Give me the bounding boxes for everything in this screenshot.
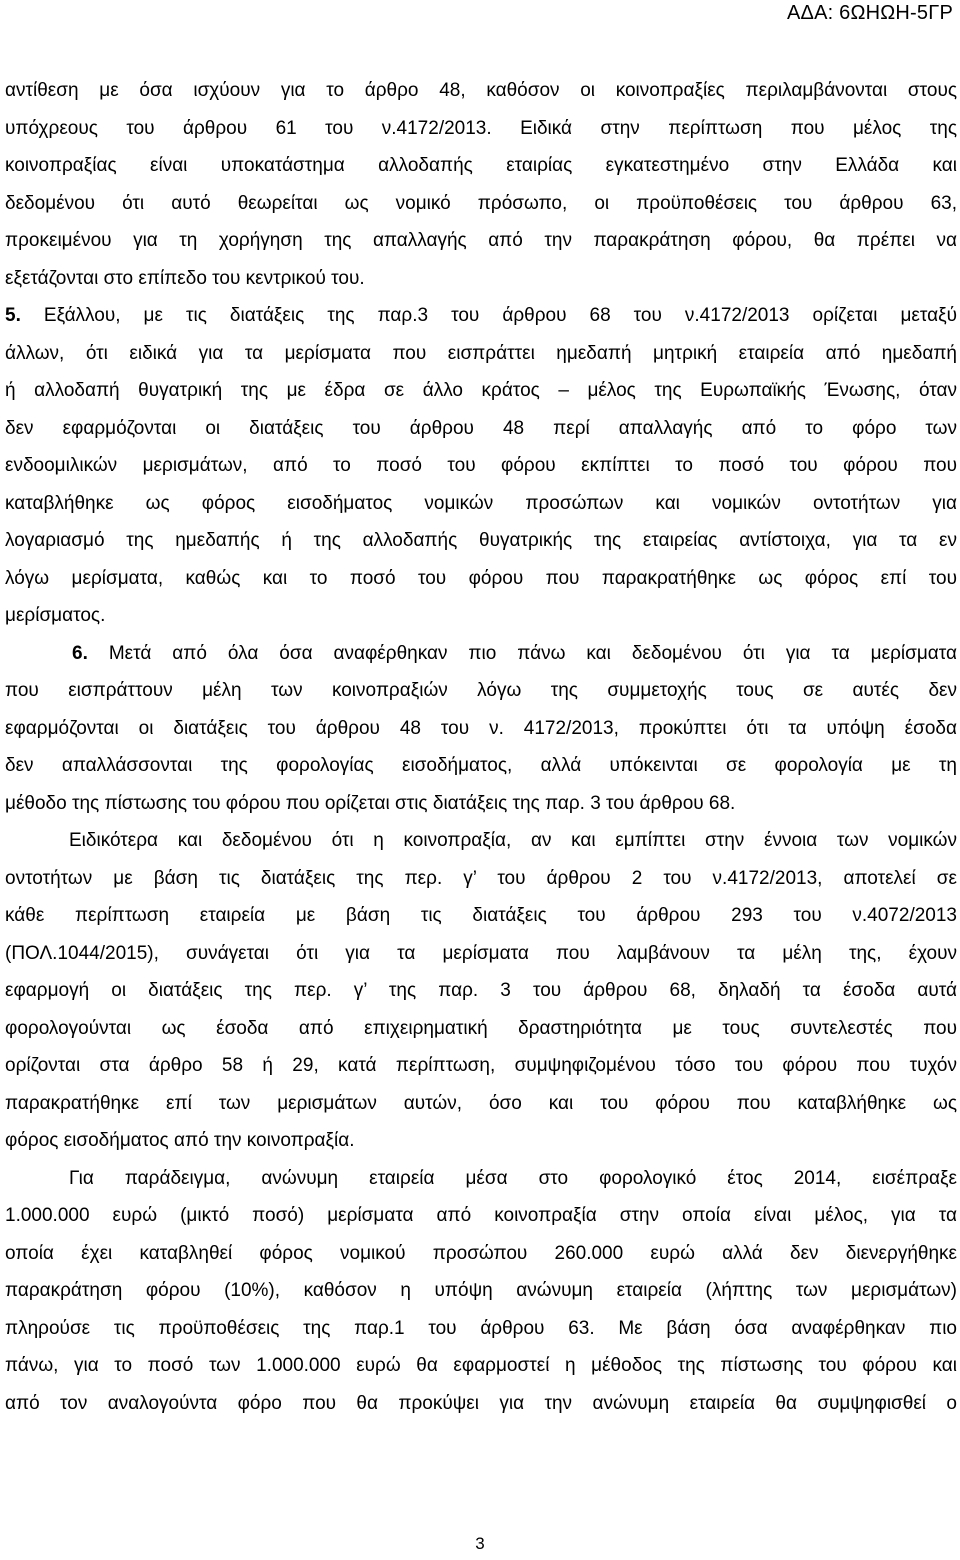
text-line: καταβλήθηκε ως φόρος εισοδήματος νομικών προσώπων και νομικών οντοτήτων για bbox=[5, 492, 957, 514]
text-line: υπόχρεους του άρθρου 61 του ν.4172/2013. Ειδικά στην περίπτωση που μέλος της bbox=[5, 117, 957, 139]
text-line: φόρος εισοδήματος από την κοινοπραξία. bbox=[5, 1130, 355, 1151]
ada-code: ΑΔΑ: 6ΩΗΩΗ-5ΓΡ bbox=[786, 2, 953, 24]
item-6-first-line bbox=[5, 635, 957, 673]
text-line: πληρούσε τις προϋποθέσεις της παρ.1 του άρθρου 63. Με βάση όσα αναφέρθηκαν πιο bbox=[5, 1317, 957, 1339]
text-line: (ΠΟΛ.1044/2015), συνάγεται ότι για τα μερίσματα που λαμβάνουν τα μέλη της, έχουν bbox=[5, 942, 957, 964]
text-line: προκειμένου για τη χορήγηση της απαλλαγής από την παρακράτηση φόρου, θα πρέπει να bbox=[5, 230, 957, 251]
text-line: δεν απαλλάσσονται της φορολογίας εισοδήματος, αλλά υπόκεινται σε φορολογία με τη bbox=[5, 755, 957, 776]
item-text: Μετά από όλα όσα αναφέρθηκαν πιο πάνω και δεδομένου ότι για τα μερίσματα bbox=[108, 642, 958, 664]
item-number: 5. bbox=[5, 305, 21, 326]
page-number: 3 bbox=[475, 1534, 485, 1553]
document-body bbox=[5, 72, 957, 1422]
paragraph-first-line: Για παράδειγμα, ανώνυμη εταιρεία μέσα στο φορολογικό έτος 2014, εισέπραξε bbox=[69, 1167, 957, 1189]
text-line: παρακράτηση φόρου (10%), καθόσον η υπόψη ανώνυμη εταιρεία (λήπτης των μερισμάτων) bbox=[5, 1280, 957, 1301]
text-line: δεδομένου ότι αυτό θεωρείται ως νομικό πρόσωπο, οι προϋποθέσεις του άρθρου 63, bbox=[5, 192, 957, 214]
text-line: αντίθεση με όσα ισχύουν για το άρθρο 48, καθόσον οι κοινοπραξίες περιλαμβάνονται στους bbox=[5, 80, 957, 101]
text-line: μέθοδο της πίστωσης του φόρου που ορίζεται στις διατάξεις της παρ. 3 του άρθρου 68. bbox=[5, 792, 736, 814]
text-line: εφαρμογή οι διατάξεις της περ. γ’ της παρ. 3 του άρθρου 68, δηλαδή τα έσοδα αυτά bbox=[5, 980, 957, 1001]
text-line: 1.000.000 ευρώ (μικτό ποσό) μερίσματα από κοινοπραξία στην οποία είναι μέλος, για τα bbox=[5, 1205, 957, 1226]
text-line: που εισπράττουν μέλη των κοινοπραξιών λόγω της συμμετοχής τους σε αυτές δεν bbox=[5, 680, 957, 701]
text-line: εφαρμόζονται οι διατάξεις του άρθρου 48 του ν. 4172/2013, προκύπτει ότι τα υπόψη έσοδα bbox=[5, 717, 957, 739]
text-line: πάνω, για το ποσό των 1.000.000 ευρώ θα εφαρμοστεί η μέθοδος της πίστωσης του φόρου και bbox=[5, 1355, 957, 1376]
text-line: λόγω μερίσματα, καθώς και το ποσό του φόρου που παρακρατήθηκε ως φόρος επί του bbox=[5, 567, 957, 589]
item-text: Εξάλλου, με τις διατάξεις της παρ.3 του άρθρου 68 του ν.4172/2013 ορίζεται μεταξύ bbox=[43, 305, 957, 326]
item-5-first-line bbox=[5, 297, 957, 335]
text-line: παρακρατήθηκε επί των μερισμάτων αυτών, όσο και του φόρου που καταβλήθηκε ως bbox=[5, 1092, 957, 1114]
text-line: φορολογούνται ως έσοδα από επιχειρηματική δραστηριότητα με τους συντελεστές που bbox=[5, 1017, 957, 1039]
text-line: ενδοομιλικών μερισμάτων, από το ποσό του φόρου εκπίπτει το ποσό του φόρου που bbox=[5, 455, 957, 476]
text-line: άλλων, ότι ειδικά για τα μερίσματα που εισπράττει ημεδαπή μητρική εταιρεία από ημεδαπή bbox=[5, 342, 957, 364]
text-line: από τον αναλογούντα φόρο που θα προκύψει για την ανώνυμη εταιρεία θα συμψηφισθεί ο bbox=[5, 1392, 957, 1414]
text-line: εξετάζονται στο επίπεδο του κεντρικού του. bbox=[5, 267, 365, 289]
text-line: κάθε περίπτωση εταιρεία με βάση τις διατάξεις του άρθρου 293 του ν.4072/2013 bbox=[5, 905, 957, 926]
text-line: μερίσματος. bbox=[5, 605, 106, 626]
paragraph-first-line: Ειδικότερα και δεδομένου ότι η κοινοπραξία, αν και εμπίπτει στην έννοια των νομικών bbox=[69, 830, 957, 851]
text-line: λογαριασμό της ημεδαπής ή της αλλοδαπής θυγατρικής της εταιρείας αντίστοιχα, για τα εν bbox=[5, 530, 957, 551]
text-line: ορίζονται στα άρθρο 58 ή 29, κατά περίπτωση, συμψηφιζομένου τόσο του φόρου που τυχόν bbox=[5, 1055, 957, 1076]
text-line: οντοτήτων με βάση τις διατάξεις της περ. γ’ του άρθρου 2 του ν.4172/2013, αποτελεί σε bbox=[5, 867, 957, 889]
text-line: ή αλλοδαπή θυγατρική της με έδρα σε άλλο κράτος – μέλος της Ευρωπαϊκής Ένωσης, όταν bbox=[5, 380, 957, 401]
item-number: 6. bbox=[72, 642, 88, 664]
text-line: δεν εφαρμόζονται οι διατάξεις του άρθρου 48 περί απαλλαγής από το φόρο των bbox=[5, 417, 957, 439]
text-line: οποία έχει καταβληθεί φόρος νομικού προσώπου 260.000 ευρώ αλλά δεν διενεργήθηκε bbox=[5, 1242, 957, 1264]
text-line: κοινοπραξίας είναι υποκατάστημα αλλοδαπής εταιρίας εγκατεστημένο στην Ελλάδα και bbox=[5, 155, 957, 176]
